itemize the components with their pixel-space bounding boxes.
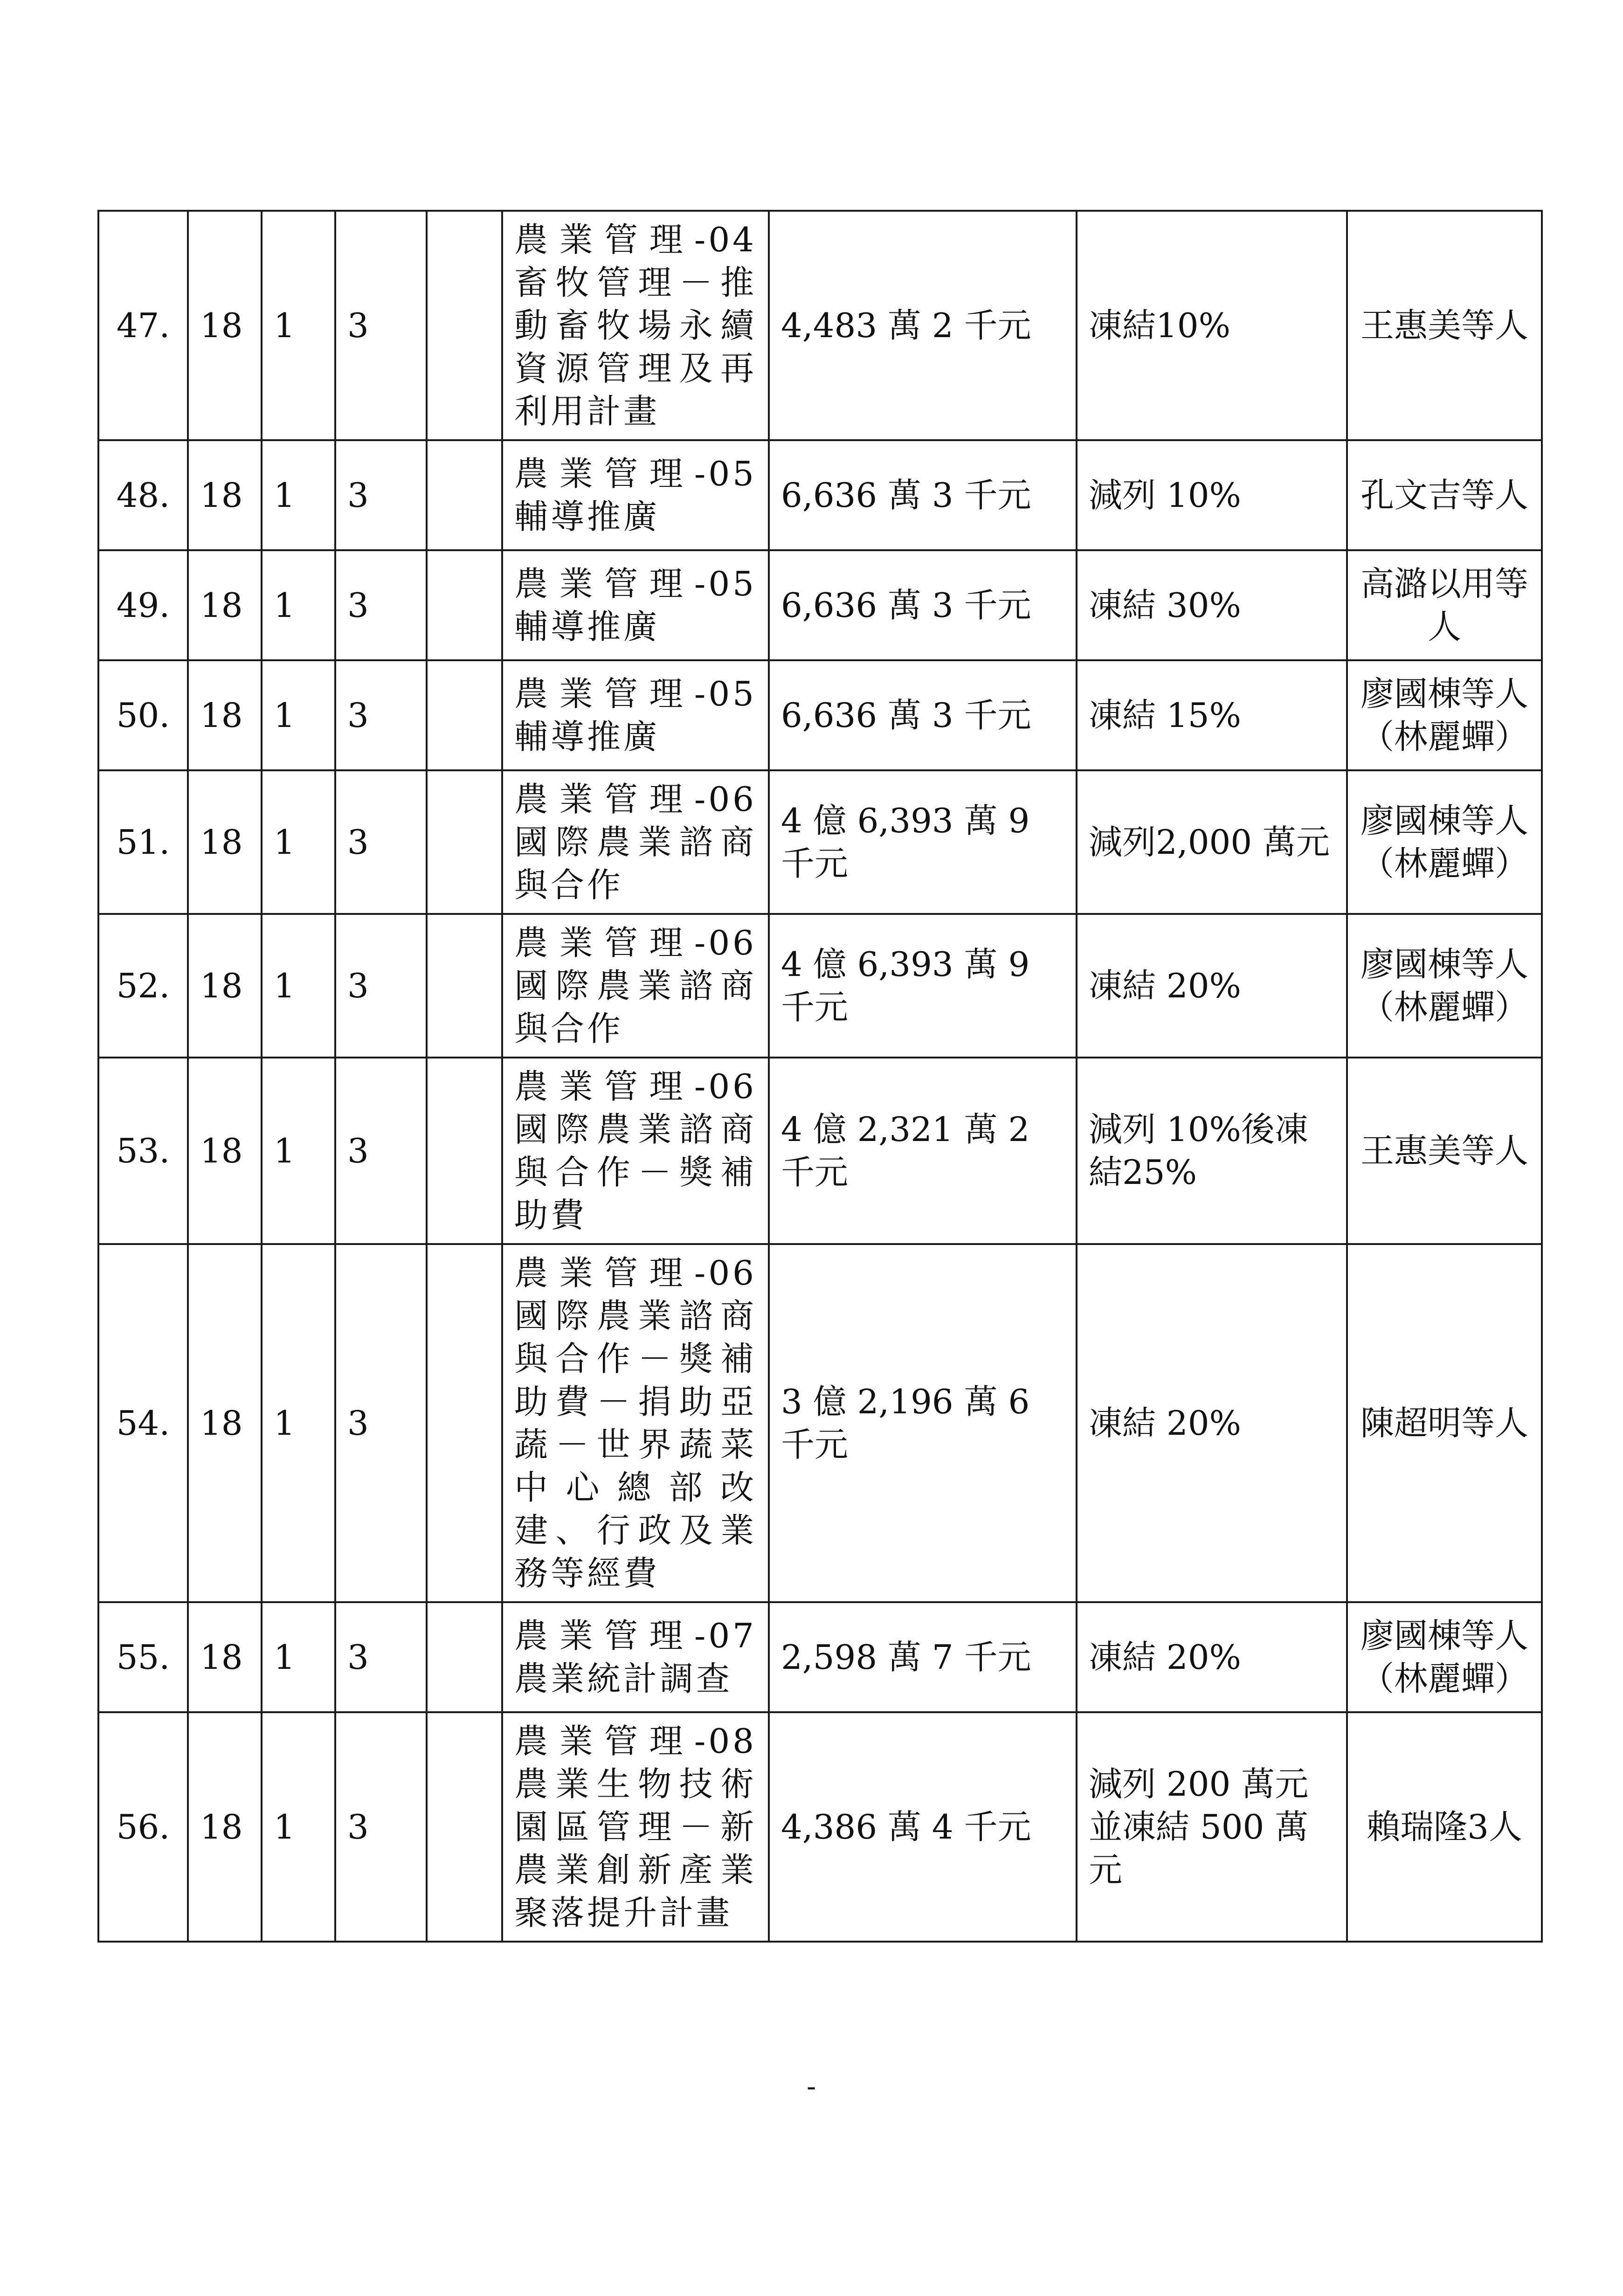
row-number-cell: 49. (98, 550, 188, 660)
budget-item-cell: 農業管理-08農業生物技術園區管理－新農業創新產業聚落提升計畫 (502, 1712, 769, 1942)
table-row (98, 1602, 1542, 1712)
table-row (98, 1712, 1542, 1942)
code-col-c-cell: 3 (335, 1058, 427, 1244)
proposer-cell: 廖國棟等人（林麗蟬） (1347, 1602, 1542, 1712)
code-col-d-cell (427, 550, 502, 660)
budget-item-cell: 農業管理-06國際農業諮商與合作－獎補助費－捐助亞蔬－世界蔬菜中心總部改建、行政及業務等經費 (502, 1244, 769, 1602)
code-col-d-cell (427, 1602, 502, 1712)
code-col-b-cell: 1 (262, 1712, 335, 1942)
code-col-c-cell: 3 (335, 1602, 427, 1712)
budget-item-cell: 農業管理-05輔導推廣 (502, 660, 769, 770)
budget-item-cell: 農業管理-06國際農業諮商與合作 (502, 914, 769, 1058)
code-col-d-cell (427, 660, 502, 770)
proposer-cell: 陳超明等人 (1347, 1244, 1542, 1602)
code-col-c-cell: 3 (335, 1712, 427, 1942)
code-col-d-cell (427, 770, 502, 914)
action-cell: 減列 10% (1077, 440, 1347, 550)
table-body (98, 211, 1542, 1942)
code-col-b-cell: 1 (262, 1058, 335, 1244)
amount-cell: 2,598 萬 7 千元 (769, 1602, 1077, 1712)
code-col-d-cell (427, 1712, 502, 1942)
row-number-cell: 53. (98, 1058, 188, 1244)
code-col-b-cell: 1 (262, 914, 335, 1058)
row-number-cell: 47. (98, 211, 188, 440)
code-col-a-cell: 18 (188, 1602, 262, 1712)
proposer-cell: 高潞以用等人 (1347, 550, 1542, 660)
action-cell: 凍結 20% (1077, 1244, 1347, 1602)
code-col-c-cell: 3 (335, 211, 427, 440)
table-row (98, 1058, 1542, 1244)
row-number-cell: 48. (98, 440, 188, 550)
code-col-d-cell (427, 914, 502, 1058)
action-cell: 減列 10%後凍結25% (1077, 1058, 1347, 1244)
budget-item-cell: 農業管理-05輔導推廣 (502, 440, 769, 550)
proposer-cell: 廖國棟等人（林麗蟬） (1347, 914, 1542, 1058)
amount-cell: 4 億 6,393 萬 9 千元 (769, 914, 1077, 1058)
code-col-b-cell: 1 (262, 1244, 335, 1602)
table-row (98, 1244, 1542, 1602)
code-col-a-cell: 18 (188, 440, 262, 550)
proposer-cell: 廖國棟等人（林麗蟬） (1347, 770, 1542, 914)
amount-cell: 6,636 萬 3 千元 (769, 550, 1077, 660)
table-row (98, 211, 1542, 440)
row-number-cell: 52. (98, 914, 188, 1058)
row-number-cell: 50. (98, 660, 188, 770)
proposer-cell: 王惠美等人 (1347, 1058, 1542, 1244)
amount-cell: 4,483 萬 2 千元 (769, 211, 1077, 440)
proposer-cell: 孔文吉等人 (1347, 440, 1542, 550)
code-col-b-cell: 1 (262, 550, 335, 660)
code-col-a-cell: 18 (188, 770, 262, 914)
action-cell: 凍結 30% (1077, 550, 1347, 660)
proposer-cell: 賴瑞隆3人 (1347, 1712, 1542, 1942)
amount-cell: 6,636 萬 3 千元 (769, 660, 1077, 770)
budget-motion-table (97, 210, 1543, 1943)
budget-item-cell: 農業管理-04畜牧管理－推動畜牧場永續資源管理及再利用計畫 (502, 211, 769, 440)
amount-cell: 6,636 萬 3 千元 (769, 440, 1077, 550)
code-col-a-cell: 18 (188, 660, 262, 770)
amount-cell: 4 億 6,393 萬 9 千元 (769, 770, 1077, 914)
budget-item-cell: 農業管理-06國際農業諮商與合作－獎補助費 (502, 1058, 769, 1244)
action-cell: 凍結10% (1077, 211, 1347, 440)
code-col-c-cell: 3 (335, 770, 427, 914)
budget-item-cell: 農業管理-06國際農業諮商與合作 (502, 770, 769, 914)
page-number-mark: - (807, 2070, 816, 2103)
table-row (98, 914, 1542, 1058)
table-row (98, 660, 1542, 770)
action-cell: 凍結 20% (1077, 914, 1347, 1058)
code-col-c-cell: 3 (335, 914, 427, 1058)
code-col-c-cell: 3 (335, 440, 427, 550)
action-cell: 凍結 15% (1077, 660, 1347, 770)
code-col-d-cell (427, 440, 502, 550)
budget-item-cell: 農業管理-05輔導推廣 (502, 550, 769, 660)
code-col-b-cell: 1 (262, 660, 335, 770)
code-col-c-cell: 3 (335, 1244, 427, 1602)
code-col-a-cell: 18 (188, 914, 262, 1058)
action-cell: 凍結 20% (1077, 1602, 1347, 1712)
proposer-cell: 廖國棟等人（林麗蟬） (1347, 660, 1542, 770)
amount-cell: 4,386 萬 4 千元 (769, 1712, 1077, 1942)
table-row (98, 550, 1542, 660)
code-col-d-cell (427, 211, 502, 440)
code-col-b-cell: 1 (262, 770, 335, 914)
code-col-a-cell: 18 (188, 1244, 262, 1602)
budget-item-cell: 農業管理-07農業統計調查 (502, 1602, 769, 1712)
amount-cell: 3 億 2,196 萬 6 千元 (769, 1244, 1077, 1602)
code-col-c-cell: 3 (335, 660, 427, 770)
code-col-c-cell: 3 (335, 550, 427, 660)
code-col-a-cell: 18 (188, 1712, 262, 1942)
code-col-a-cell: 18 (188, 211, 262, 440)
action-cell: 減列2,000 萬元 (1077, 770, 1347, 914)
amount-cell: 4 億 2,321 萬 2 千元 (769, 1058, 1077, 1244)
code-col-b-cell: 1 (262, 1602, 335, 1712)
row-number-cell: 54. (98, 1244, 188, 1602)
table-row (98, 770, 1542, 914)
code-col-a-cell: 18 (188, 1058, 262, 1244)
row-number-cell: 55. (98, 1602, 188, 1712)
code-col-d-cell (427, 1244, 502, 1602)
code-col-b-cell: 1 (262, 440, 335, 550)
proposer-cell: 王惠美等人 (1347, 211, 1542, 440)
row-number-cell: 56. (98, 1712, 188, 1942)
row-number-cell: 51. (98, 770, 188, 914)
table-row (98, 440, 1542, 550)
code-col-d-cell (427, 1058, 502, 1244)
code-col-a-cell: 18 (188, 550, 262, 660)
code-col-b-cell: 1 (262, 211, 335, 440)
action-cell: 減列 200 萬元並凍結 500 萬元 (1077, 1712, 1347, 1942)
